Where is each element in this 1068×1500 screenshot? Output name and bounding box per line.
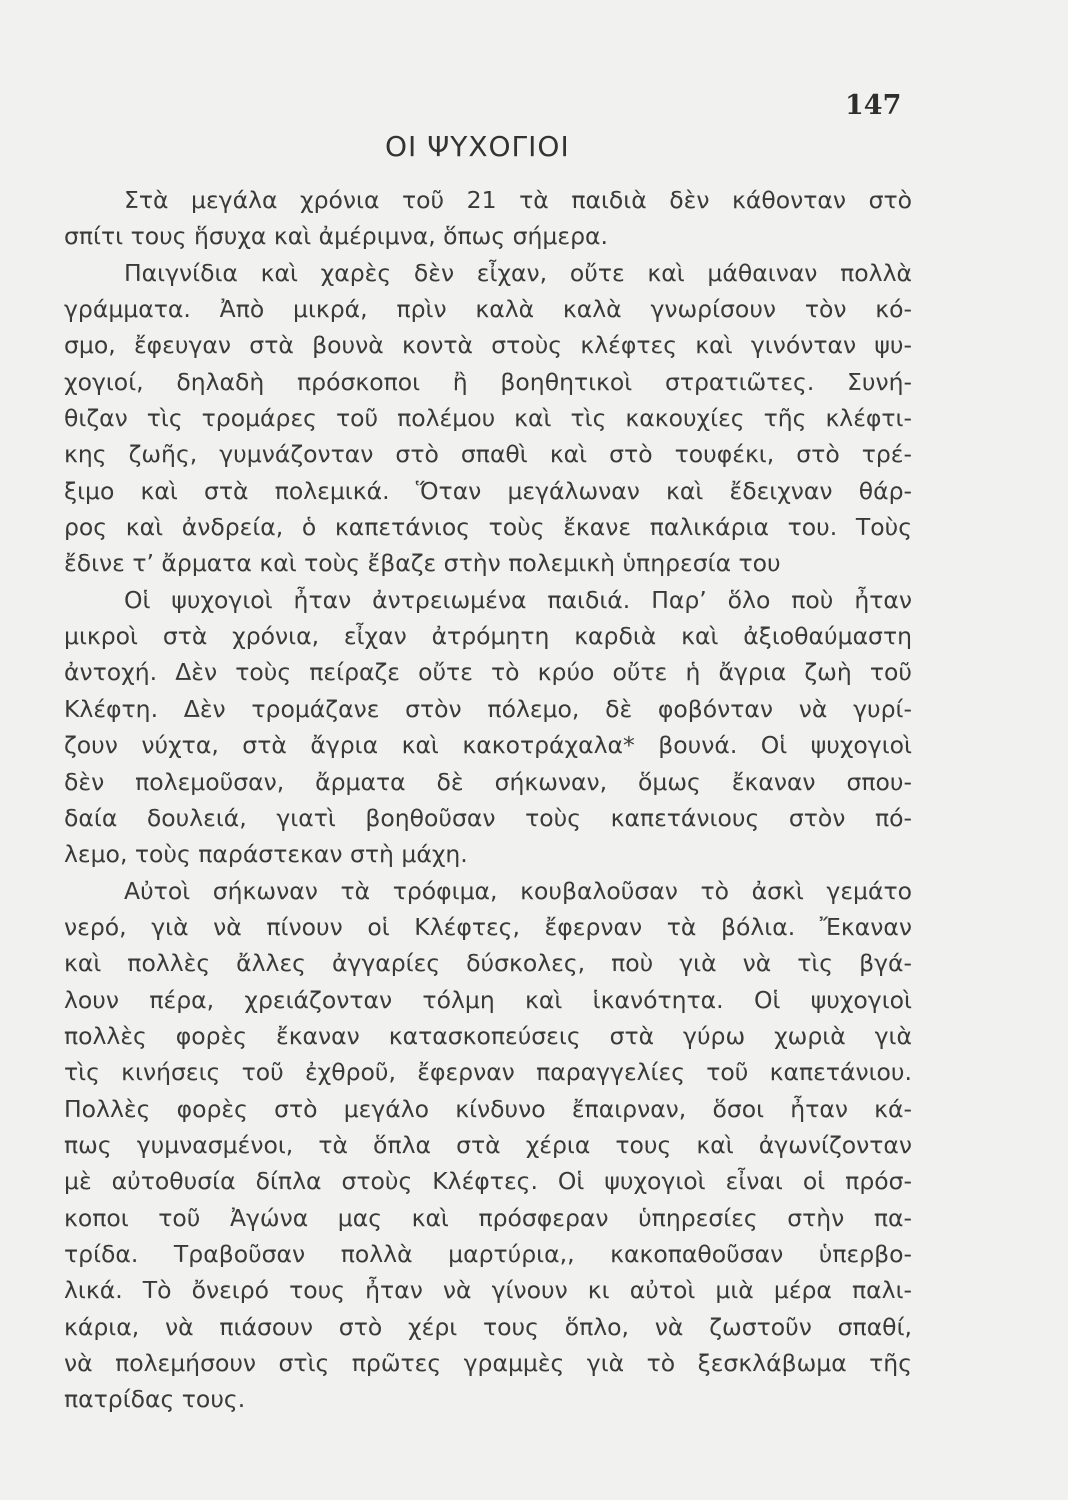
text-line: Πολλὲς φορὲς στὸ μεγάλο κίνδυνο ἔπαιρναν, ὅσοι ἦταν κά- bbox=[64, 1094, 912, 1123]
text-line: ζουν νύχτα, στὰ ἄγρια καὶ κακοτράχαλα* βουνά. Οἱ ψυχογιοὶ bbox=[64, 731, 912, 760]
text-line: χογιοί, δηλαδὴ πρόσκοποι ἢ βοηθητικοὶ στρατιῶτες. Συνή- bbox=[64, 367, 912, 396]
text-line: Στὰ μεγάλα χρόνια τοῦ 21 τὰ παιδιὰ δὲν κάθονταν στὸ bbox=[124, 186, 912, 214]
text-line: κάρια, νὰ πιάσουν στὸ χέρι τους ὅπλο, νὰ ζωστοῦν σπαθί, bbox=[64, 1312, 912, 1341]
text-line: τὶς κινήσεις τοῦ ἐχθροῦ, ἔφερναν παραγγελίες τοῦ καπετάνιου. bbox=[64, 1058, 912, 1087]
text-line: Κλέφτη. Δὲν τρομάζανε στὸν πόλεμο, δὲ φοβόνταν νὰ γυρί- bbox=[64, 694, 912, 723]
text-line: Αὐτοὶ σήκωναν τὰ τρόφιμα, κουβαλοῦσαν τὸ ἀσκὶ γεμάτο bbox=[124, 876, 912, 905]
text-line: πως γυμνασμένοι, τὰ ὅπλα στὰ χέρια τους καὶ ἀγωνίζονταν bbox=[64, 1130, 912, 1159]
text-line: ἔδινε τ’ ἄρματα καὶ τοὺς ἔβαζε στὴν πολεμικὴ ὑπηρεσία του bbox=[64, 549, 781, 578]
text-line: μὲ αὐτοθυσία δίπλα στοὺς Κλέφτες. Οἱ ψυχογιοὶ εἶναι οἱ πρόσ- bbox=[64, 1167, 912, 1196]
text-line: ρος καὶ ἀνδρεία, ὁ καπετάνιος τοὺς ἔκανε παλικάρια του. Τοὺς bbox=[64, 513, 912, 542]
chapter-title: ΟΙ ΨΥΧΟΓΙΟΙ bbox=[385, 130, 570, 163]
text-line: Παιγνίδια καὶ χαρὲς δὲν εἶχαν, οὔτε καὶ μάθαιναν πολλὰ bbox=[124, 258, 912, 287]
text-line: μικροὶ στὰ χρόνια, εἶχαν ἀτρόμητη καρδιὰ καὶ ἀξιοθαύμαστη bbox=[64, 622, 912, 651]
text-line: καὶ πολλὲς ἄλλες ἀγγαρίες δύσκολες, ποὺ γιὰ νὰ τὶς βγά- bbox=[64, 949, 912, 978]
text-line: σμο, ἔφευγαν στὰ βουνὰ κοντὰ στοὺς κλέφτες καὶ γινόνταν ψυ- bbox=[64, 331, 912, 360]
text-line: γράμματα. Ἀπὸ μικρά, πρὶν καλὰ καλὰ γνωρίσουν τὸν κό- bbox=[64, 295, 912, 324]
text-line: λικά. Τὸ ὄνειρό τους ἦταν νὰ γίνουν κι αὐτοὶ μιὰ μέρα παλι- bbox=[64, 1276, 912, 1305]
text-line: κοποι τοῦ Ἀγώνα μας καὶ πρόσφεραν ὑπηρεσίες στὴν πα- bbox=[64, 1203, 912, 1232]
text-line: νερό, γιὰ νὰ πίνουν οἱ Κλέφτες, ἔφερναν τὰ βόλια. Ἔκαναν bbox=[64, 912, 912, 941]
text-line: κης ζωῆς, γυμνάζονταν στὸ σπαθὶ καὶ στὸ τουφέκι, στὸ τρέ- bbox=[64, 440, 912, 469]
text-line: θιζαν τὶς τρομάρες τοῦ πολέμου καὶ τὶς κακουχίες τῆς κλέφτι- bbox=[64, 404, 912, 433]
text-line: λεμο, τοὺς παράστεκαν στὴ μάχη. bbox=[64, 840, 468, 869]
text-line: σπίτι τους ἥσυχα καὶ ἀμέριμνα, ὅπως σήμερα. bbox=[64, 222, 608, 251]
body-text bbox=[64, 182, 912, 1418]
text-line: δαία δουλειά, γιατὶ βοηθοῦσαν τοὺς καπετάνιους στὸν πό- bbox=[64, 803, 912, 832]
text-line: ξιμο καὶ στὰ πολεμικά. Ὅταν μεγάλωναν καὶ ἔδειχναν θάρ- bbox=[64, 476, 912, 505]
text-line: Οἱ ψυχογιοὶ ἦταν ἀντρειωμένα παιδιά. Παρ’ ὅλο ποὺ ἦταν bbox=[124, 585, 912, 614]
text-line: δὲν πολεμοῦσαν, ἄρματα δὲ σήκωναν, ὅμως ἔκαναν σπου- bbox=[64, 767, 912, 796]
text-line: νὰ πολεμήσουν στὶς πρῶτες γραμμὲς γιὰ τὸ ξεσκλάβωμα τῆς bbox=[64, 1349, 912, 1377]
page-number: 147 bbox=[845, 90, 902, 121]
text-line: τρίδα. Τραβοῦσαν πολλὰ μαρτύρια,, κακοπαθοῦσαν ὑπερβο- bbox=[64, 1239, 912, 1268]
text-line: ἀντοχή. Δὲν τοὺς πείραζε οὔτε τὸ κρύο οὔτε ἡ ἄγρια ζωὴ τοῦ bbox=[64, 658, 912, 687]
text-line: πατρίδας τους. bbox=[64, 1385, 246, 1414]
text-line: πολλὲς φορὲς ἔκαναν κατασκοπεύσεις στὰ γύρω χωριὰ γιὰ bbox=[64, 1021, 912, 1050]
text-line: λουν πέρα, χρειάζονταν τόλμη καὶ ἱκανότητα. Οἱ ψυχογιοὶ bbox=[64, 985, 912, 1014]
